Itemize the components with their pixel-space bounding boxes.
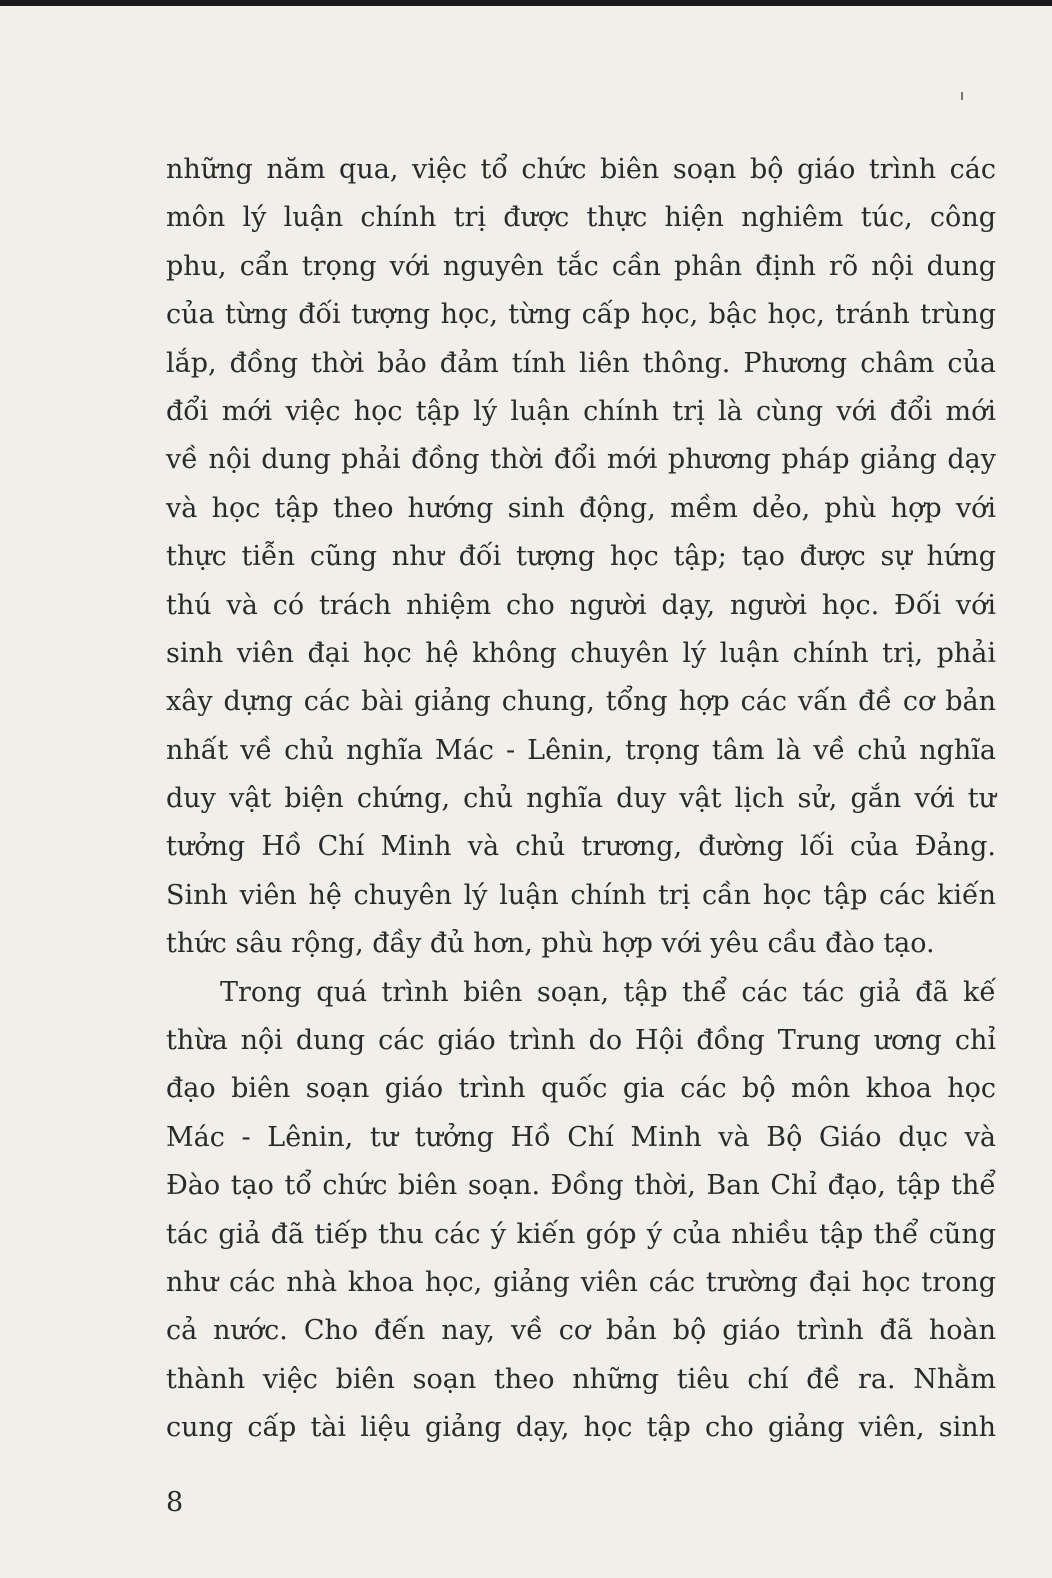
text-line: môn lý luận chính trị được thực hiện nghiêm túc, công [166, 202, 996, 234]
text-line: đạo biên soạn giáo trình quốc gia các bộ môn khoa học [166, 1073, 996, 1105]
text-line: những năm qua, việc tổ chức biên soạn bộ giáo trình các [166, 154, 996, 185]
text-line: tác giả đã tiếp thu các ý kiến góp ý của nhiều tập thể cũng [166, 1218, 996, 1250]
text-line: phu, cẩn trọng với nguyên tắc cần phân định rõ nội dung [166, 250, 996, 282]
text-line: của từng đối tượng học, từng cấp học, bậc học, tránh trùng [166, 299, 996, 331]
text-line: Mác - Lênin, tư tưởng Hồ Chí Minh và Bộ Giáo dục và [166, 1121, 996, 1153]
scan-top-edge [0, 0, 1052, 6]
text-line: duy vật biện chứng, chủ nghĩa duy vật lịch sử, gắn với tư [166, 783, 996, 815]
text-line: cả nước. Cho đến nay, về cơ bản bộ giáo trình đã hoàn [166, 1315, 996, 1347]
text-line: và học tập theo hướng sinh động, mềm dẻo, phù hợp với [166, 492, 996, 524]
text-line: thành việc biên soạn theo những tiêu chí đề ra. Nhằm [166, 1363, 996, 1395]
text-line: cung cấp tài liệu giảng dạy, học tập cho giảng viên, sinh [166, 1412, 996, 1444]
text-line: đổi mới việc học tập lý luận chính trị là cùng với đổi mới [166, 395, 996, 427]
paragraph-start-line: Trong quá trình biên soạn, tập thể các tác giả đã kế [220, 976, 996, 1008]
text-line: lắp, đồng thời bảo đảm tính liên thông. Phương châm của [166, 347, 996, 379]
scan-speck [961, 92, 963, 100]
body-text [166, 146, 996, 1453]
text-line: Sinh viên hệ chuyên lý luận chính trị cần học tập các kiến [166, 879, 996, 911]
paragraph-end-line: thức sâu rộng, đầy đủ hơn, phù hợp với yêu cầu đào tạo. [166, 928, 935, 960]
text-line: Đào tạo tổ chức biên soạn. Đồng thời, Ban Chỉ đạo, tập thể [166, 1170, 996, 1202]
text-line: thú và có trách nhiệm cho người dạy, người học. Đối với [166, 589, 996, 621]
text-line: nhất về chủ nghĩa Mác - Lênin, trọng tâm là về chủ nghĩa [166, 734, 996, 766]
text-line: tưởng Hồ Chí Minh và chủ trương, đường lối của Đảng. [166, 831, 996, 863]
text-line: sinh viên đại học hệ không chuyên lý luận chính trị, phải [166, 637, 996, 669]
text-line: về nội dung phải đồng thời đổi mới phương pháp giảng dạy [166, 444, 996, 476]
page-number: 8 [166, 1487, 184, 1518]
text-line: xây dựng các bài giảng chung, tổng hợp các vấn đề cơ bản [166, 686, 996, 718]
text-line: như các nhà khoa học, giảng viên các trường đại học trong [166, 1266, 996, 1298]
text-line: thừa nội dung các giáo trình do Hội đồng Trung ương chỉ [166, 1025, 996, 1057]
text-line: thực tiễn cũng như đối tượng học tập; tạo được sự hứng [166, 541, 996, 573]
